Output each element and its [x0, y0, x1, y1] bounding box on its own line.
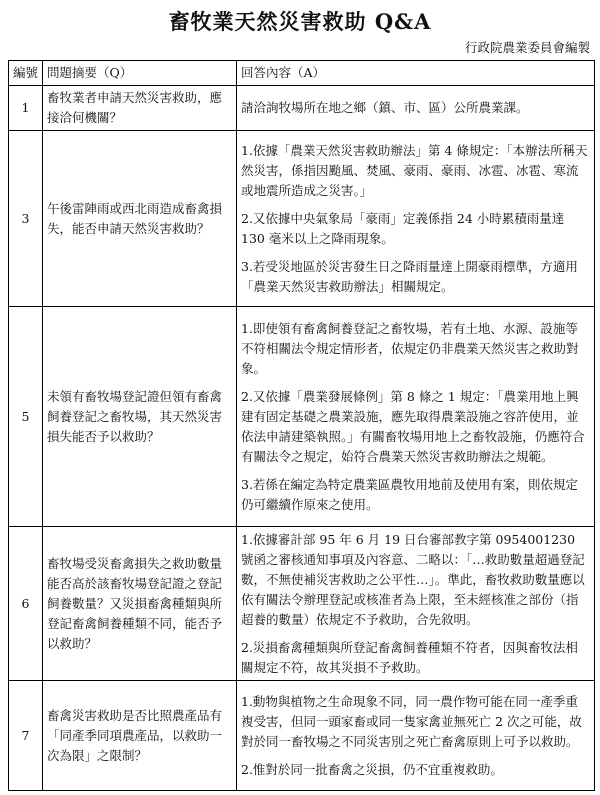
row-question: 畜禽災害救助是否比照農產品有「同產季同項農產品，以救助一次為限」之限制？ [43, 681, 237, 791]
answer-paragraph: 2.又依據「農業發展條例」第 8 條之 1 規定：「農業用地上興建有固定基礎之農業設施，應先取得農業設施之容許使用，並依法申請建築執照。」有關畜牧場用地上之畜牧設施，仍應符合有關法令之規定，始符合農業天然災害救助辦法之規範。 [241, 388, 585, 464]
answer-paragraph: 1.依據審計部 95 年 6 月 19 日台審部教字第 0954001230 號函之審核通知事項及內容意、二略以：「…救助數量超過登記數，不無使補災害救助之公平性…」。準此，畜牧救助數量應以依有關法令辦理登記或核准者為上限，至未經核准之部份（指超養的數量）依規定不予救助，合先敘明。 [241, 531, 585, 627]
answer-paragraph: 2.災損畜禽種類與所登記畜禽飼養種類不符者，因與畜牧法相關規定不符，故其災損不予救助。 [241, 639, 578, 675]
table-header-row [9, 61, 595, 86]
row-question: 午後雷陣雨或西北雨造成畜禽損失，能否申請天然災害救助？ [43, 131, 237, 307]
row-answer [237, 307, 595, 527]
publisher-note: 行政院農業委員會編製 [464, 40, 590, 55]
answer-paragraph: 2.又依據中央氣象局「豪雨」定義係指 24 小時累積雨量達 130 毫米以上之降雨現象。 [241, 210, 565, 246]
document-title: 畜牧業天然災害救助 Q&A [168, 9, 432, 34]
answer-paragraph: 2.惟對於同一批畜禽之災損，仍不宜重複救助。 [241, 761, 503, 777]
table-row [9, 307, 595, 527]
header-number: 編號 [9, 61, 43, 86]
answer-paragraph: 1.動物與植物之生命現象不同，同一農作物可能在同一產季重複受害，但同一頭家畜或同一隻家禽並無死亡 2 次之可能，故對於同一畜牧場之不同災害別之死亡畜禽原則上可予以救助。 [241, 693, 582, 749]
header-question: 問題摘要（Q） [43, 61, 237, 86]
table-row [9, 86, 595, 131]
row-number: 6 [9, 527, 43, 681]
answer-paragraph: 1.即使領有畜禽飼養登記之畜牧場，若有土地、水源、設施等不符相關法令規定情形者，依規定仍非農業天然災害之救助對象。 [241, 320, 579, 376]
table-row [9, 527, 595, 681]
answer-paragraph: 1.依據「農業天然災害救助辦法」第 4 條規定：「本辦法所稱天然災害，係指因颱風、焚風、豪雨、豪雨、冰雹、冰雹、寒流或地震所造成之災害。」 [241, 142, 588, 198]
row-question: 未領有畜牧場登記證但領有畜禽飼養登記之畜牧場，其天然災害損失能否予以救助？ [43, 307, 237, 527]
row-answer [237, 86, 595, 131]
row-number: 7 [9, 681, 43, 791]
answer-paragraph: 3.若受災地區於災害發生日之降雨量達上開豪雨標準，方適用「農業天然災害救助辦法」相關規定。 [241, 258, 578, 294]
row-question: 畜牧場受災畜禽損失之救助數量能否高於該畜牧場登記證之登記飼養數量？又災損畜禽種類與所登記畜禽飼養種類不同，能否予以救助？ [43, 527, 237, 681]
row-number: 1 [9, 86, 43, 131]
row-answer [237, 681, 595, 791]
table-row [9, 681, 595, 791]
row-number: 5 [9, 307, 43, 527]
row-question: 畜牧業者申請天然災害救助，應接洽何機關？ [43, 86, 237, 131]
row-answer [237, 527, 595, 681]
row-number: 3 [9, 131, 43, 307]
answer-paragraph: 請洽詢牧場所在地之鄉（鎮、市、區）公所農業課。 [241, 100, 529, 115]
row-answer [237, 131, 595, 307]
answer-paragraph: 3.若係在編定為特定農業區農牧用地前及使用有案，則依規定仍可繼續作原來之使用。 [241, 476, 578, 512]
qa-table [8, 60, 595, 791]
table-row [9, 131, 595, 307]
header-answer: 回答內容（A） [237, 61, 595, 86]
